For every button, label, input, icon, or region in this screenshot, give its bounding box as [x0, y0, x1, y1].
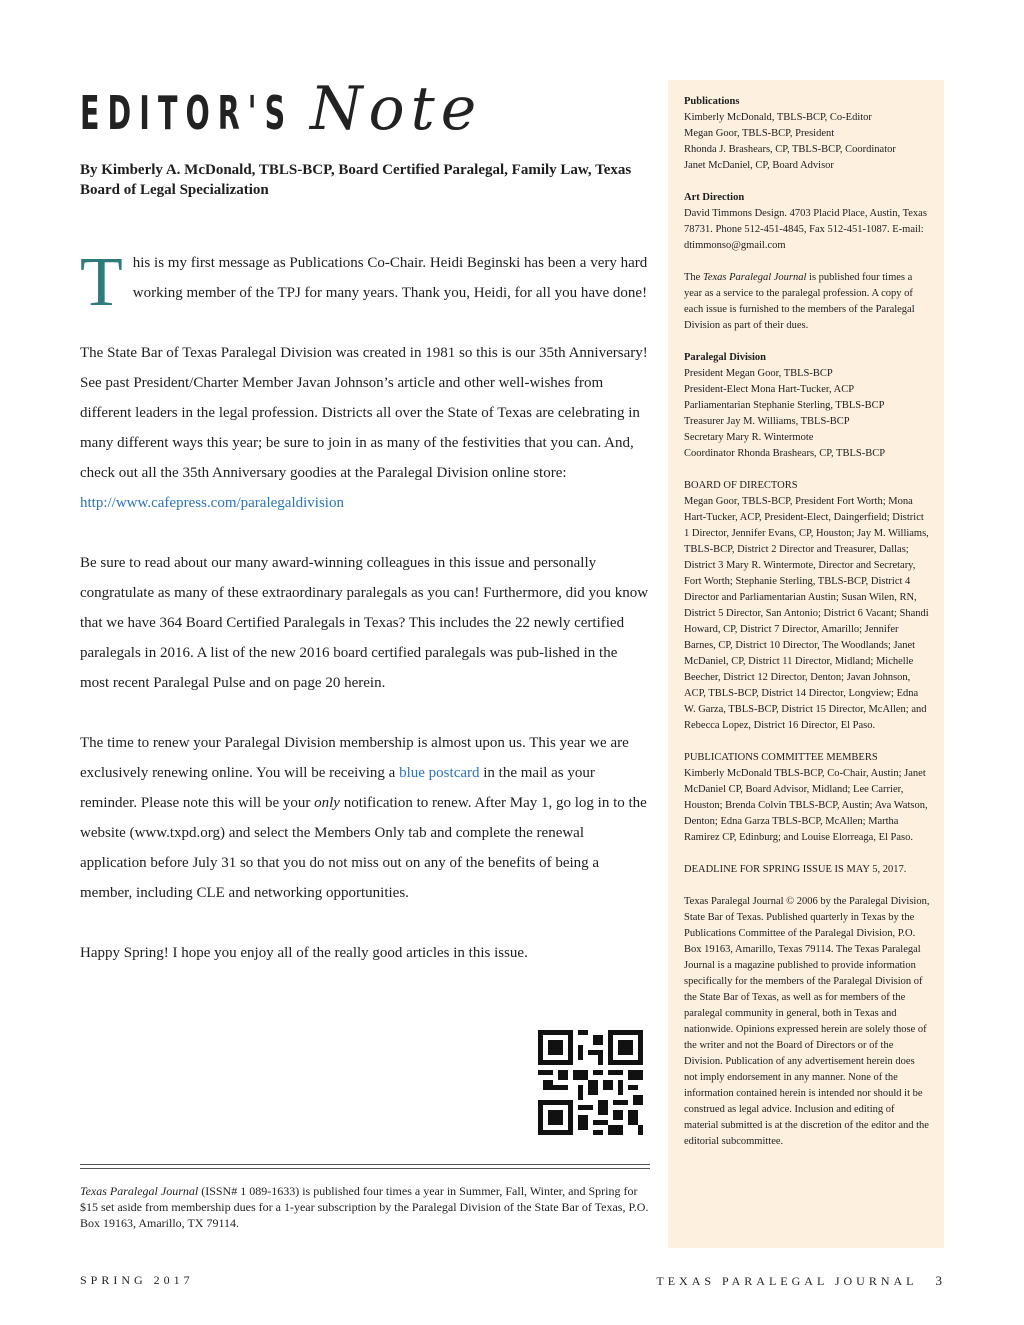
art-direction-heading: Art Direction: [684, 192, 745, 203]
paragraph-2-text: The State Bar of Texas Paralegal Division was created in 1981 so this is our 35th Anniversary! See past President/Charter Member Javan Johnson’s article and other well-wishes from different leaders in the legal profession. Districts all over the State of Texas are celebrating in many different ways this year; be sure to join in as many of the festivities that you can. And, check out all the 35th Anniversary goodies at the Paralegal Division online store:: [80, 345, 648, 481]
division-line: President-Elect Mona Hart-Tucker, ACP: [684, 384, 855, 395]
paragraph-4-text-b: in the mail as your reminder. Please note this will be your: [80, 765, 595, 811]
copyright-text: Texas Paralegal Journal © 2006 by the Paralegal Division, State Bar of Texas. Published quarterly in Texas by the Publications Committee of the Paralegal Division, P.O. Box 19163, Amarillo, Texas 79114. The Texas Paralegal Journal is a magazine published to provide information specifically for the members of the Paralegal Division of the State Bar of Texas, as well as for members of the paralegal community in general, both in Texas and nationwide. Opinions expressed herein are solely those of the writer and not the Board of Directors or of the Division. Publication of any advertisement herein does not imply endorsement in any manner. None of the information contained herein is intended nor should it be construed as legal advice. Inclusion and editing of material submitted is at the discretion of the editor and the editorial subcommittee.: [684, 896, 930, 1147]
board-heading: BOARD OF DIRECTORS: [684, 480, 798, 491]
footer-journal-name: TEXAS PARALEGAL JOURNAL: [656, 1274, 918, 1288]
page-title: [80, 74, 640, 148]
paragraph-4-text-a: The time to renew your Paralegal Division membership is almost upon us. This year we are exclusively renewing online. You will be receiving a: [80, 735, 629, 781]
publications-section: [684, 94, 930, 174]
board-text: Megan Goor, TBLS-BCP, President Fort Worth; Mona Hart-Tucker, ACP, President-Elect, Daingerfield; District 1 Director, Jennifer Evans, CP, Houston; Jay M. Williams, TBLS-BCP, District 2 Director and Treasurer, Dallas; District 3 Mary R. Wintermote, Director and Secretary, Fort Worth; Stephanie Sterling, TBLS-BCP, District 4 Director and Parliamentarian Austin; Susan Wilen, RN, District 5 Director, San Antonio; District 6 Vacant; Shandi Howard, CP, District 7 Director, Amarillo; Jennifer Barnes, CP, District 10 Director, The Woodlands; Janet McDaniel, CP, District 11 Director, Midland; Michelle Beecher, District 12 Director, Denton; Javan Johnson, ACP, TBLS-BCP, District 14 Director, Longview; Edna W. Garza, TBLS-BCP, District 15 Director, McAllen; and Rebecca Lopez, District 16 Director, El Paso.: [684, 496, 929, 731]
published-journal-name: Texas Paralegal Journal: [702, 272, 807, 283]
published-notice: [684, 270, 930, 334]
blue-postcard-link[interactable]: blue postcard: [399, 765, 480, 781]
publications-line: Kimberly McDonald, TBLS-BCP, Co-Editor: [684, 112, 872, 123]
paragraph-4: [80, 728, 650, 908]
footnote-journal-name: Texas Paralegal Journal: [80, 1184, 199, 1198]
published-text-b: is published four times a year as a service to the paralegal profession. A copy of each issue is furnished to the members of the Paralegal Division as part of their dues.: [684, 272, 915, 331]
paragraph-4-text-c: notification to renew. After May 1, go log in to the website (www.txpd.org) and select the Members Only tab and complete the renewal application before July 31 so that you do not miss out on any of the benefits of being a member, including CLE and networking opportunities.: [80, 795, 647, 901]
paragraph-5: Happy Spring! I hope you enjoy all of the really good articles in this issue.: [80, 945, 528, 961]
paragraph-3: Be sure to read about our many award-winning colleagues in this issue and personally congratulate as many of these extraordinary paralegals as you can! Furthermore, did you know that we have 364 Board Certified Paralegals in Texas? This includes the 22 newly certified paralegals in 2016. A list of the new 2016 board certified paralegals was pub-lished in the most recent Paralegal Pulse and on page 20 herein.: [80, 555, 649, 691]
qr-code-icon: [538, 1030, 643, 1135]
cafepress-link[interactable]: http://www.cafepress.com/paralegaldivision: [80, 495, 344, 511]
board-section: [684, 478, 930, 734]
footnote-rule-top: [80, 1164, 650, 1165]
division-line: Treasurer Jay M. Williams, TBLS-BCP: [684, 416, 850, 427]
deadline-notice: DEADLINE FOR SPRING ISSUE IS MAY 5, 2017.: [684, 864, 907, 875]
masthead-sidebar: [668, 80, 944, 1248]
title-editors: EDITOR'S: [80, 86, 294, 140]
committee-section: [684, 750, 930, 846]
paragraph-1-text: his is my first message as Publications Co-Chair. Heidi Beginski has been a very hard working member of the TPJ for many years. Thank you, Heidi, for all you have done!: [132, 255, 648, 301]
footnote-text: (ISSN# 1 089-1633) is published four times a year in Summer, Fall, Winter, and Spring for $15 set aside from membership dues for a 1-year subscription by the Paralegal Division of the State Bar of Texas, P.O. Box 19163, Amarillo, TX 79114.: [80, 1184, 649, 1230]
publications-line: Janet McDaniel, CP, Board Advisor: [684, 160, 834, 171]
subscription-footnote: [80, 1183, 650, 1231]
paragraph-4-emphasis: only: [314, 795, 340, 811]
publications-line: Rhonda J. Brashears, CP, TBLS-BCP, Coordinator: [684, 144, 896, 155]
publications-heading: Publications: [684, 96, 740, 107]
footnote-rule-bottom: [80, 1168, 650, 1169]
title-note: Note: [310, 74, 483, 144]
division-section: [684, 350, 930, 462]
footer-journal: [656, 1273, 942, 1289]
art-direction-section: [684, 190, 930, 254]
division-heading: Paralegal Division: [684, 352, 766, 363]
drop-cap: T: [80, 244, 123, 321]
footer-season: SPRING 2017: [80, 1273, 194, 1287]
publications-line: Megan Goor, TBLS-BCP, President: [684, 128, 835, 139]
published-text-a: The: [684, 272, 703, 283]
committee-heading: PUBLICATIONS COMMITTEE MEMBERS: [684, 752, 878, 763]
article-body: [80, 244, 650, 998]
division-line: Secretary Mary R. Wintermote: [684, 432, 814, 443]
paragraph-1: [80, 244, 650, 321]
division-line: President Megan Goor, TBLS-BCP: [684, 368, 833, 379]
paragraph-2: [80, 338, 650, 518]
page-number: 3: [935, 1273, 942, 1288]
art-direction-text: David Timmons Design. 4703 Placid Place, Austin, Texas 78731. Phone 512-451-4845, Fax 512-451-1087. E-mail: dtimmonso@gmail.com: [684, 208, 927, 251]
division-line: Parliamentarian Stephanie Sterling, TBLS-BCP: [684, 400, 885, 411]
byline: By Kimberly A. McDonald, TBLS-BCP, Board Certified Paralegal, Family Law, Texas Board of Legal Specialization: [80, 162, 632, 198]
division-line: Coordinator Rhonda Brashears, CP, TBLS-BCP: [684, 448, 886, 459]
committee-text: Kimberly McDonald TBLS-BCP, Co-Chair, Austin; Janet McDaniel CP, Board Advisor, Midland; Lee Carrier, Houston; Brenda Colvin TBLS-BCP, Austin; Ava Watson, Denton; Edna Garza TBLS-BCP, McAllen; Martha Ramirez CP, Edinburg; and Louise Elorreaga, El Paso.: [684, 768, 928, 843]
